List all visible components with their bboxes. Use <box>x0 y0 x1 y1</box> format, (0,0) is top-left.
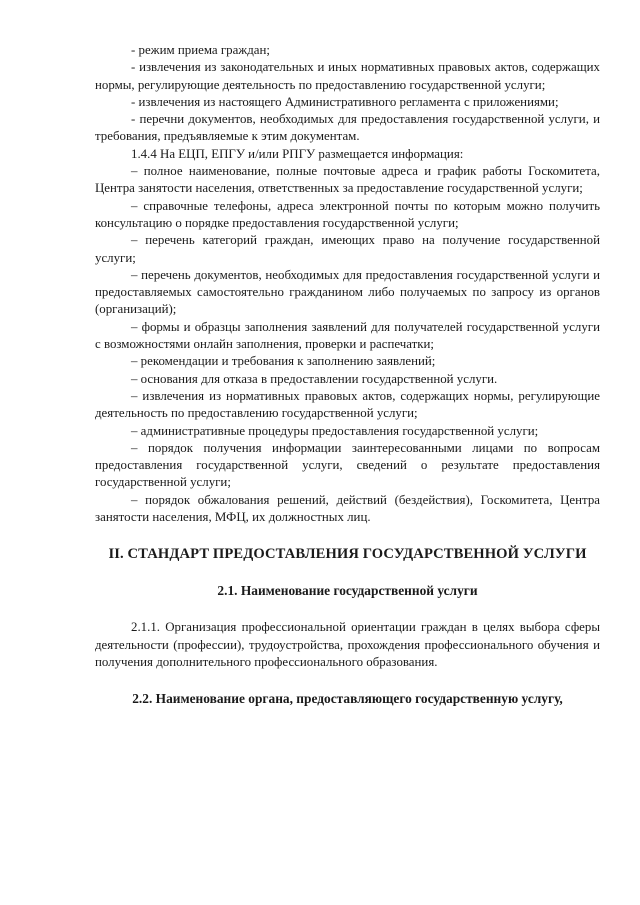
paragraph-info-procedure: – порядок получения информации заинтересованными лицами по вопросам предоставления государственной услуги, сведений о результате предоставления государственной услуги; <box>95 440 600 490</box>
subsection-2-1-heading: 2.1. Наименование государственной услуги <box>217 583 478 599</box>
paragraph-2-1-1: 2.1.1. Организация профессиональной ориентации граждан в целях выбора сферы деятельности (профессии), трудоустройства, прохождения профессионального обучения и получения дополнительного профессионального образования. <box>95 620 600 669</box>
paragraph-legal-extracts: - извлечения из законодательных и иных нормативных правовых актов, содержащих нормы, регулирующие деятельность по предоставлению государственной услуги; <box>95 60 600 92</box>
paragraph-citizen-categories: – перечень категорий граждан, имеющих право на получение государственной услуги; <box>95 233 600 265</box>
paragraph-refusal-grounds: – основания для отказа в предоставлении государственной услуги. <box>131 371 498 386</box>
paragraph-appeal-procedure: – порядок обжалования решений, действий (бездействия), Госкомитета, Центра занятости населения, МФЦ, их должностных лиц. <box>95 492 600 525</box>
paragraph-required-documents: – перечень документов, необходимых для предоставления государственной услуги и предоставляемых самостоятельно гражданином либо получаемых по запросу из органов (организаций); <box>95 267 600 317</box>
paragraph-regulation-extracts: - извлечения из настоящего Административного регламента с приложениями; <box>131 94 559 109</box>
paragraph-reference-phones: – справочные телефоны, адреса электронной почты по которым можно получить консультацию о порядке предоставления государственной услуги; <box>95 198 600 230</box>
document-body <box>95 42 600 708</box>
subsection-2-2-heading: 2.2. Наименование органа, предоставляющего государственную услугу, <box>132 691 563 707</box>
paragraph-full-name-addresses: – полное наименование, полные почтовые адреса и график работы Госкомитета, Центра занятости населения, ответственных за предоставление государственной услуги; <box>95 164 600 196</box>
paragraph-document-lists: - перечни документов, необходимых для предоставления государственной услуги, и требования, предъявляемые к этим документам. <box>95 112 600 144</box>
paragraph-1-4-4: 1.4.4 На ЕЦП, ЕПГУ и/или РПГУ размещается информация: <box>131 146 464 161</box>
paragraph-recommendations: – рекомендации и требования к заполнению заявлений; <box>131 354 436 369</box>
paragraph-normative-extracts: – извлечения из нормативных правовых актов, содержащих нормы, регулирующие деятельность по предоставлению государственной услуги; <box>95 388 600 421</box>
paragraph-admin-procedures: – административные процедуры предоставления государственной услуги; <box>131 423 539 438</box>
section-heading: II. СТАНДАРТ ПРЕДОСТАВЛЕНИЯ ГОСУДАРСТВЕННОЙ УСЛУГИ <box>108 546 587 563</box>
paragraph-reception-schedule: - режим приема граждан; <box>131 43 270 57</box>
paragraph-forms-samples: – формы и образцы заполнения заявлений для получателей государственной услуги с возможностями онлайн заполнения, проверки и распечатки; <box>95 319 600 352</box>
